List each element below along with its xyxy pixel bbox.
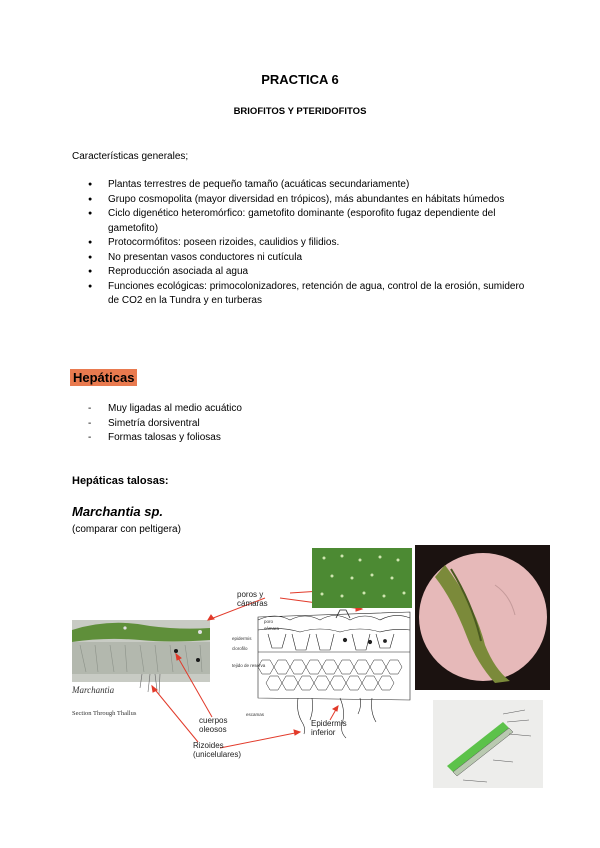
- inner-label: tejido de reserva: [232, 663, 266, 668]
- hepaticas-list: [88, 402, 242, 446]
- list-item: ● Protocormófitos: poseen rizoides, caulidios y filidios.: [88, 236, 538, 251]
- list-item: - Formas talosas y foliosas: [88, 431, 242, 446]
- marchantia-script-label: Marchantia: [72, 685, 115, 695]
- micrograph-pores-image: [312, 548, 412, 608]
- page-subtitle: BRIOFITOS Y PTERIDOFITOS: [233, 106, 367, 117]
- inner-label: cámara: [264, 626, 280, 631]
- species-note: (comparar con peltigera): [72, 524, 181, 535]
- characteristics-list: [88, 178, 538, 309]
- list-item: ● No presentan vasos conductores ni cutícula: [88, 251, 538, 266]
- inner-label: clorofilo: [232, 646, 248, 651]
- inner-label: escamas: [246, 712, 265, 717]
- list-item: ● Plantas terrestres de pequeño tamaño (acuáticas secundariamente): [88, 178, 538, 193]
- intro-text: Características generales;: [72, 151, 189, 162]
- student-sketch-image: [433, 700, 543, 788]
- list-item: ● Grupo cosmopolita (mayor diversidad en trópicos), más abundantes en hábitats húmedos: [88, 193, 538, 208]
- label-cuerpos: cuerpos oleosos: [199, 716, 228, 734]
- thallus-section-image: [72, 620, 210, 694]
- label-poros: poros y cámaras: [237, 590, 268, 608]
- microscope-view-image: [415, 545, 550, 690]
- page-title: PRACTICA 6: [261, 72, 339, 87]
- list-item: ● Funciones ecológicas: primocolonizadores, retención de agua, control de la erosión, sumidero de CO2 en la Tundra y en turberas: [88, 280, 538, 309]
- figure-caption: Section Through Thallus: [72, 710, 137, 717]
- species-name: Marchantia sp.: [72, 504, 164, 519]
- sub-heading-talosas: Hepáticas talosas:: [72, 475, 169, 487]
- section-heading-hepaticas: Hepáticas: [70, 369, 137, 386]
- list-item: - Muy ligadas al medio acuático: [88, 402, 242, 417]
- list-item: - Simetría dorsiventral: [88, 417, 242, 432]
- label-epidermis: Epidermis inferior: [311, 719, 347, 737]
- list-item: ● Ciclo digenético heteromórfico: gametofito dominante (esporofito fugaz dependiente del gametofito): [88, 207, 538, 236]
- inner-label: epidermis: [232, 636, 252, 641]
- inner-label: poro: [264, 619, 274, 624]
- label-rizoides: Rizoides (unicelulares): [193, 741, 242, 759]
- list-item: ● Reproducción asociada al agua: [88, 265, 538, 280]
